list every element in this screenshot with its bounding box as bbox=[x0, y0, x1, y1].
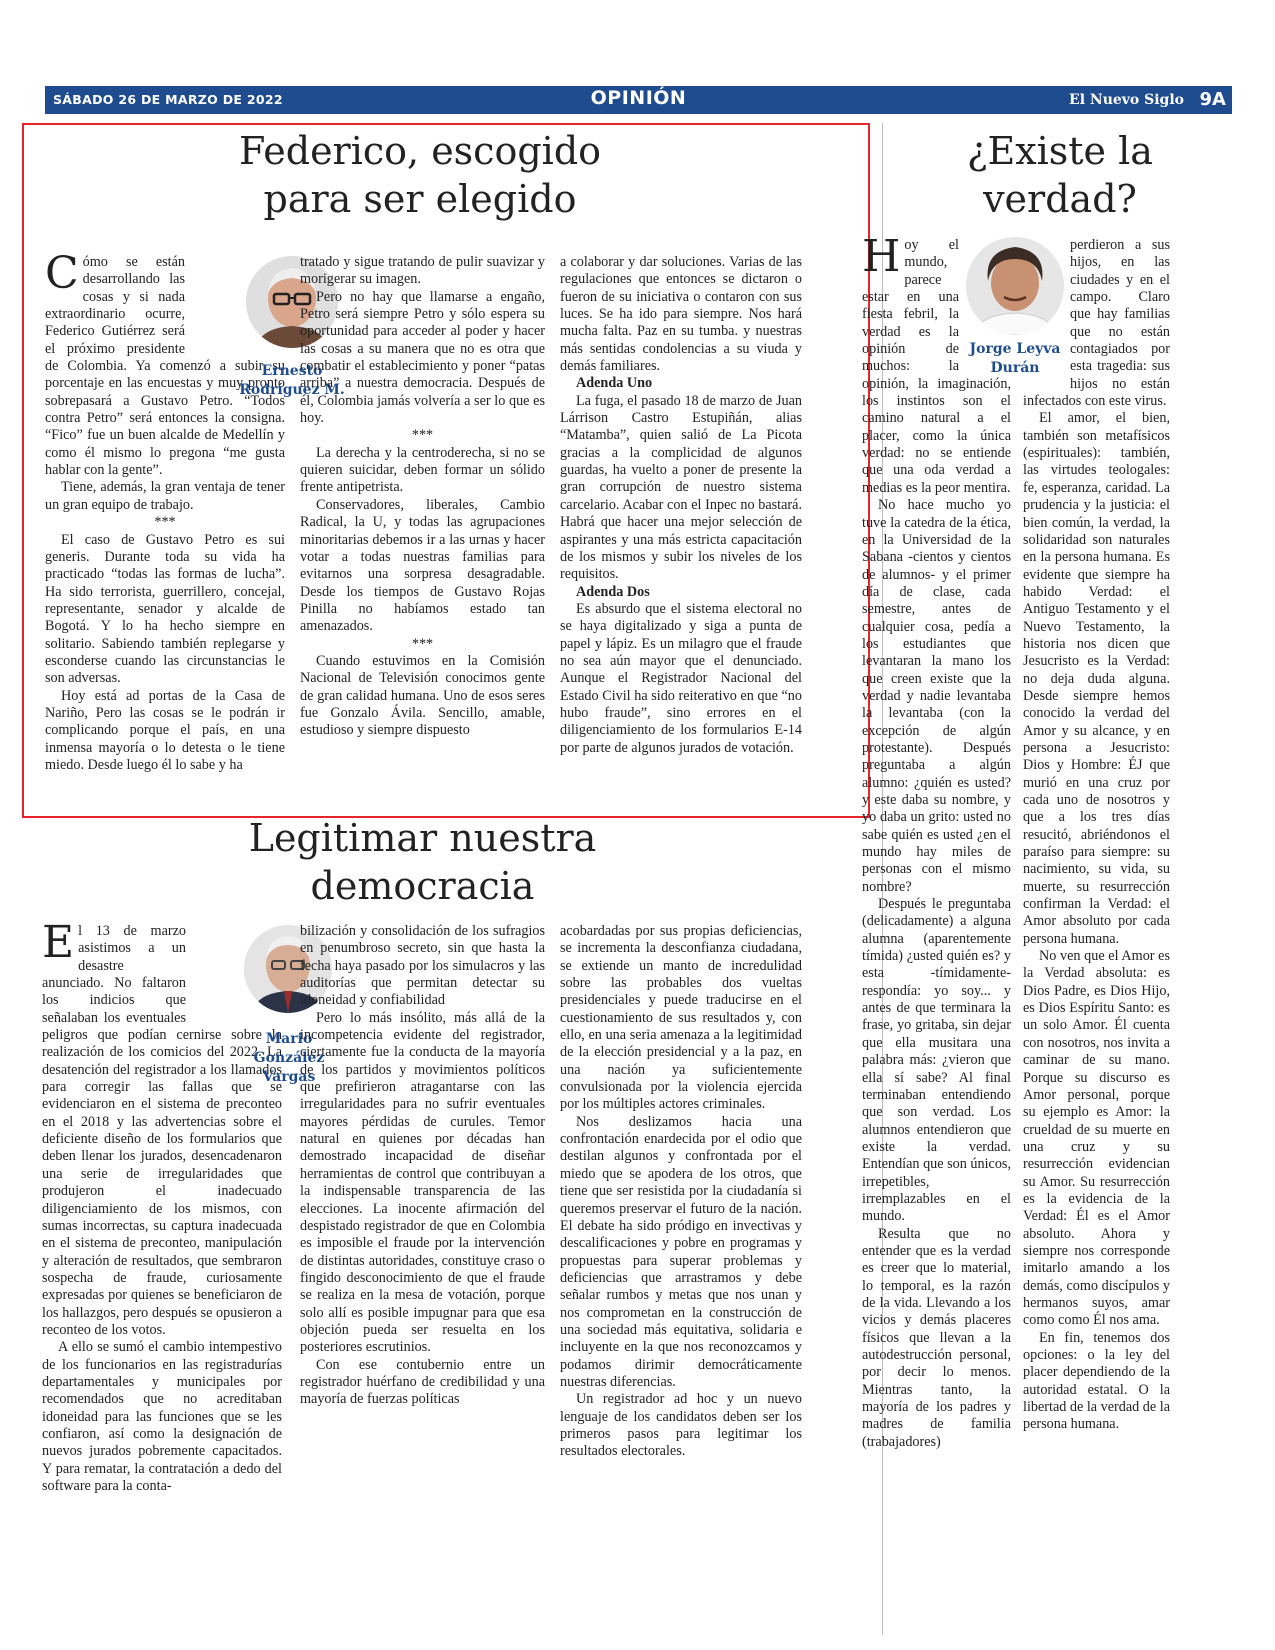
paragraph-text: Es absurdo que el sistema electoral no se haya digitalizado y siga a punta de papel y lápiz. Es un milagro que el fraude no sea aún mayor que el denunciado. Aunque el Registrador Nacional del Estado Civil ha sido reiterativo en que “no hubo fraude”, sino errores en el diligenciamiento de los formularios E-14 por parte de algunos jurados de votación. bbox=[560, 600, 802, 756]
paragraph bbox=[1023, 410, 1170, 948]
paragraph bbox=[42, 917, 282, 1339]
paragraph-text: Pero lo más insólito, más allá de la incompetencia evidente del registrador, ciertamente fue la conducta de la mayoría de los partidos y movimientos políticos que prefirieron atragantarse con las irregularidades para no sufrir eventuales mayores pérdidas de curules. Temor natural en quienes por décadas han demostrado incapacidad de diseñar herramientas de control que contribuyan a la indispensable transparencia de las elecciones. La inocente afirmación del despistado registrador de que en Colombia es imposible el fraude por la intervención de distintas autoridades, constituye craso o fingido desconocimiento de que el fraude se realiza en la mesa de votación, porque solo allí es posible impugnar para que esa objeción pueda ser resuelta en los posteriores escrutinios. bbox=[300, 1009, 545, 1356]
paragraph bbox=[42, 1339, 282, 1495]
paragraph bbox=[560, 923, 802, 1114]
article-column bbox=[560, 923, 802, 1461]
author-name: Jorge Leyva Durán bbox=[969, 341, 1061, 376]
drop-cap: C bbox=[45, 248, 79, 299]
paragraph bbox=[300, 254, 545, 289]
paragraph-text: Cuando estuvimos en la Comisión Nacional de Televisión conocimos gente de gran calidad humana. Uno de esos seres fue Gonzalo Ávila. Sencillo, amable, estudioso y siempre dispuesto bbox=[300, 652, 545, 739]
article-column bbox=[862, 231, 1011, 1451]
article-column bbox=[560, 254, 802, 757]
paragraph-text: *** bbox=[154, 514, 176, 531]
paragraph-text: La fuga, el pasado 18 de marzo de Juan Lárrison Castro Estupiñán, alias “Matamba”, quien salió de La Picota gracias a la complicidad de algunos guardas, ha vuelto a poner de presente la gran corrupción de nuestro sistema carcelario. Acabar con el Inpec no bastará. Habrá que hacer una mejor selección de aspirantes y una más estricta capacitación de los mismos y subir los niveles de los requisitos. bbox=[560, 392, 802, 583]
article-column bbox=[45, 248, 285, 774]
paragraph-text: Nos deslizamos hacia una confrontación enardecida por el odio que destilan algunos y confrontada por el miedo que se apodera de los otros, que tiene que ser resistida por la ciudadanía si queremos preservar el futuro de la nación. El debate ha sido pródigo en invectivas y descalificaciones y pobre en programas y propuestas para superar problemas y deficiencias que arrastramos y debe señalar rumbos y metas que nos unan y nos comprometan en la construcción de una sociedad más equitativa, solidaria e incluyente en la que nos reconozcamos y podamos dirimir democráticamente nuestras diferencias. bbox=[560, 1113, 802, 1390]
paragraph bbox=[300, 1010, 545, 1357]
article-column bbox=[1023, 237, 1170, 1434]
issue-date: SÁBADO 26 DE MARZO DE 2022 bbox=[53, 92, 283, 107]
paragraph bbox=[45, 479, 285, 514]
paragraph-text: Adenda Dos bbox=[576, 583, 650, 600]
paragraph bbox=[1023, 948, 1170, 1330]
article-column bbox=[300, 254, 545, 740]
paragraph bbox=[45, 688, 285, 775]
paragraph-text: La derecha y la centroderecha, si no se quieren suicidar, deben formar un sólido frente antipetrista. bbox=[300, 444, 545, 496]
paragraph-text: Después le preguntaba (delicadamente) a alguna alumna (aparentemente tímida) ¿usted quién es? y esta -tímidamente- respondía: yo soy... y antes de que terminara la frase, yo gritaba, sin dejar que ella musitara una palabra más: ¿vieron que ella sí sabe? Al final terminaban entendiendo que son verdad. Los alumnos entendieron que existe la verdad. Entendían que son únicos, irrepetibles, irremplazables en el mundo. bbox=[862, 896, 1011, 1225]
paragraph bbox=[300, 653, 545, 740]
paragraph bbox=[862, 896, 1011, 1226]
article-title: ¿Existe la verdad? bbox=[967, 129, 1153, 221]
paragraph bbox=[300, 923, 545, 1010]
subheading bbox=[560, 584, 802, 601]
paragraph bbox=[560, 254, 802, 375]
paragraph bbox=[300, 445, 545, 497]
paragraph bbox=[560, 1391, 802, 1460]
paragraph-text: Pero no hay que llamarse a engaño, Petro será siempre Petro y sólo espera su oportunidad para acceder al poder y hacer las cosas a su manera que no es otra que combatir el establecimiento y poner “patas arriba” a nuestra democracia. Después de él, Colombia jamás volvería a ser lo que es hoy. bbox=[300, 288, 545, 427]
paragraph-text: perdieron a sus hijos, en las ciudades y en el campo. Claro que hay familias que no están contagiados por esta tragedia: sus hijos no están infectados con este virus. bbox=[1023, 237, 1170, 410]
paragraph-text: *** bbox=[411, 635, 434, 652]
section-title: OPINIÓN bbox=[590, 87, 687, 109]
drop-cap: E bbox=[42, 917, 75, 968]
article-title: Legitimar nuestra democracia bbox=[248, 816, 597, 908]
paragraph-text: Con ese contubernio entre un registrador huérfano de credibilidad y una mayoría de fuerzas políticas bbox=[300, 1356, 545, 1408]
paragraph-text: El amor, el bien, también son metafísicos (espirituales): también, las virtudes teologales: fe, esperanza, caridad. La prudencia y la justicia: el bien común, la verdad, la solidaridad son naturales en la persona humana. Es evidente que siempre ha habido Verdad: el Antiguo Testamento y el Nuevo Testamento, la historia nos dicen que Jesucristo es la Verdad: no deja duda alguna. Desde siempre hemos conocido la verdad del Amor y su alcance, y en persona a Jesucristo: Dios y Hombre: ÉJ que murió en una cruz por cada uno de nosotros y que a los tres días resucitó, abriéndonos el paraíso para siempre: su nacimiento, su vida, su muerte, su resurrección confirman la Verdad: el Amor absoluto por cada persona humana. bbox=[1023, 410, 1170, 947]
section-separator bbox=[45, 514, 285, 531]
paragraph-text: acobardadas por sus propias deficiencias, se incrementa la desconfianza ciudadana, se extiende un manto de incredulidad sobre las probables dos vueltas presidenciales y puede traducirse en el cuestionamiento de sus resultados y, con ello, en una seria amenaza a la legitimidad de la elección presidencial y a la paz, en una nación ya suficientemente convulsionada por la violencia ejercida por los múltiples actores criminales. bbox=[560, 923, 802, 1113]
paragraph-text: ómo se están desarrollando las cosas y si nada extraordinario ocurre, Federico Gutiérrez será el próximo presidente de Colombia. Ya comenzó a subir su porcentaje en las encuestas y muy pronto sobrepasará a Gustavo Petro. “Todos contra Petro” será entonces la consigna. “Fico” fue un buen alcalde de Medellín y como él mismo lo pregona “me gusta hablar con la gente”. bbox=[45, 254, 285, 479]
paragraph-text: No hace mucho yo tuve la catedra de la ética, en la Universidad de la Sabana -cientos y cientos de alumnos- y el primer día de clase, cada semestre, antes de cualquier cosa, pedía a los estudiantes que levantaran la mano los que creen existe que la verdad y nadie levantaba la levantaba (con la excepción de algún protestante). Después preguntaba a algún alumno: ¿quién es usted? y este daba su nombre, y yo daba un grito: usted no sabe quién es usted ¿en el mundo hay miles de personas con el mismo nombre? bbox=[862, 497, 1011, 895]
paragraph-text: El caso de Gustavo Petro es sui generis. Durante toda su vida ha practicado “todas las formas de lucha”. Ha sido terrorista, guerrillero, concejal, representante, senador y alcalde de Bogotá. Y lo ha hecho siempre en solitario. Sabiendo también replegarse y esconderse cuando las circunstancias le son adversas. bbox=[45, 531, 285, 687]
paragraph-text: tratado y sigue tratando de pulir suavizar y morigerar su imagen. bbox=[300, 254, 545, 288]
paragraph bbox=[862, 1226, 1011, 1451]
paragraph bbox=[1023, 237, 1170, 410]
paragraph-text: Hoy está ad portas de la Casa de Nariño, Pero las cosas se le podrán ir complicando porque el país, en una inmensa mayoría o lo detesta o le tiene miedo. Desde luego él lo sabe y ha bbox=[45, 687, 285, 773]
paragraph bbox=[862, 497, 1011, 896]
article-title: Federico, escogido para ser elegido bbox=[238, 129, 602, 221]
paragraph bbox=[1023, 1330, 1170, 1434]
paragraph-text: En fin, tenemos dos opciones: o la ley del placer dependiendo de la autoridad estatal. O la libertad de la verdad de la persona humana. bbox=[1023, 1329, 1170, 1433]
section-separator bbox=[300, 636, 545, 653]
paragraph-text: oy el mundo, parece estar en una fiesta febril, la verdad es la opinión de muchos: la opinión, la imaginación, los instintos son el camino natural a el placer, como la única verdad: no se entiende que una oda verdad a medias es la peor mentira. bbox=[862, 237, 1011, 496]
paragraph bbox=[300, 1357, 545, 1409]
paragraph-text: bilización y consolidación de los sufragios en penumbroso secreto, sin que hasta la fecha haya pasado por los simulacros y las auditorías que permitan detectar su idoneidad y confiabilidad bbox=[300, 923, 545, 1009]
paragraph-text: l 13 de marzo asistimos a un desastre anunciado. No faltaron los indicios que señalaban los eventuales peligros que podían cernirse sobre la realización de los comicios del 2022. La desatención del registrador a los llamados para corregir las fallas que se evidenciaron en el sistema de preconteo en el 2018 y las advertencias sobre el deficiente diseño de los formularios que deben llenar los jurados, desencadenaron una serie de irregularidades que produjeron el inadecuado diligenciamiento de los mismos, con sumas incorrectas, su captura inadecuada en el sistema de preconteo, manipulación y alteración de resultados, que sembraron sospecha de fraude, curiosamente expresadas por quienes se beneficiaron de los hallazgos, pero después se opusieron a reconteo de los votos. bbox=[42, 923, 282, 1338]
paragraph bbox=[560, 601, 802, 757]
paragraph-text: a colaborar y dar soluciones. Varias de las regulaciones que entonces se dictaron o fueron de su iniciativa o contaron con sus luces. Se ha ido para siempre. Nos hará mucha falta. Paz en su tumba. y nuestras más sentidas condolencias a su viuda y demás familiares. bbox=[560, 254, 802, 375]
paragraph-text: Un registrador ad hoc y un nuevo lenguaje de los candidatos deben ser los primeros pasos para legitimar los resultados electorales. bbox=[560, 1391, 802, 1460]
article-column bbox=[300, 923, 545, 1409]
paragraph-text: Conservadores, liberales, Cambio Radical, la U, y todas las agrupaciones minoritarias debemos ir a las urnas y hacer votar a todas nuestras familias para evitarnos una sorpresa desagradable. Desde los tiempos de Gustavo Rojas Pinilla no habíamos estado tan amenazados. bbox=[300, 496, 545, 635]
paragraph bbox=[560, 1114, 802, 1392]
author-name: Ernesto Rodríguez M. bbox=[239, 363, 345, 398]
paragraph bbox=[300, 289, 545, 428]
author-name: Mario González Vargas bbox=[253, 1031, 325, 1085]
section-separator bbox=[300, 427, 545, 444]
drop-cap: H bbox=[862, 231, 901, 282]
paragraph bbox=[300, 497, 545, 636]
paragraph-text: Tiene, además, la gran ventaja de tener un gran equipo de trabajo. bbox=[45, 479, 285, 513]
page-number: 9A bbox=[1199, 89, 1226, 110]
paragraph-text: *** bbox=[411, 427, 434, 444]
paragraph-text: No ven que el Amor es la Verdad absoluta: es Dios Padre, es Dios Hijo, es Dios Espíritu Santo: es un solo Amor. Él cuenta con nosotros, nos invita a caminar de su mano. Porque su discurso es Amor personal, porque su ejemplo es Amor: la crueldad de su muerte en una cruz y su resurrección evidencian su Amor. Su resurrección es la evidencia de la Verdad: Él es el Amor absoluto. Ahora y siempre nos corresponde imitarlo amando a los demás, como discípulos y hermanos suyos, amar como como Él nos ama. bbox=[1023, 948, 1170, 1329]
subheading bbox=[560, 375, 802, 392]
paragraph bbox=[560, 393, 802, 584]
paragraph-text: A ello se sumó el cambio intempestivo de los funcionarios en las registradurías departamentales y municipales por recomendados que no acreditaban idoneidad para las funciones que se les confiaron, así como la designación de nuevos jurados pobremente capacitados. Y para rematar, la contratación a dedo del software para la conta- bbox=[42, 1339, 282, 1494]
page-header bbox=[45, 86, 1232, 114]
paragraph-text: Resulta que no entender que es la verdad es creer que lo material, lo temporal, es la razón de la vida. Llevando a los vicios y demás placeres físicos que llevan a la autodestrucción personal, por decir lo menos. Mientras tanto, la mayoría de los padres y madres de familia (trabajadores) bbox=[862, 1225, 1011, 1450]
paragraph-text: Adenda Uno bbox=[576, 375, 653, 392]
paragraph bbox=[45, 532, 285, 688]
newspaper-logo: El Nuevo Siglo bbox=[1069, 92, 1184, 108]
article-column bbox=[42, 917, 282, 1495]
